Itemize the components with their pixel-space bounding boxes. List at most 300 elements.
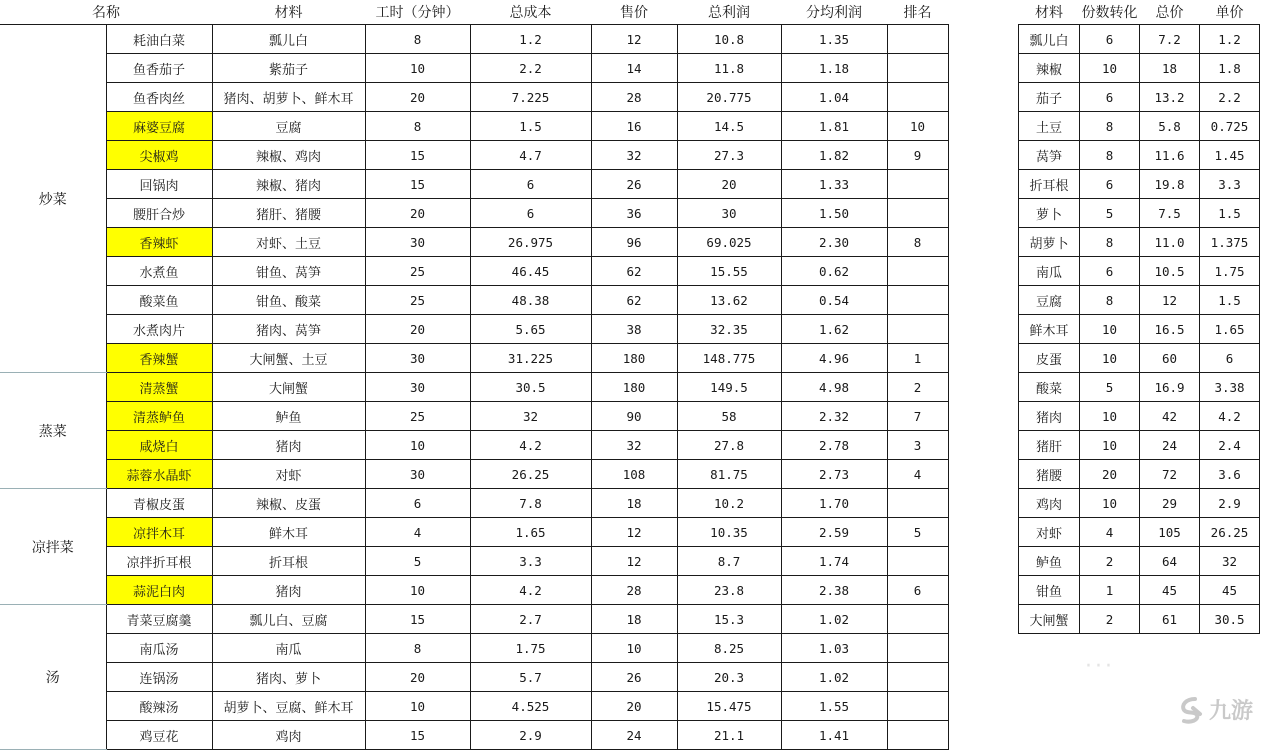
dish-profit: 15.3: [677, 605, 781, 634]
dish-name: 回锅肉: [106, 170, 212, 199]
side-total: 19.8: [1140, 170, 1200, 199]
side-material: 辣椒: [1019, 54, 1080, 83]
dish-material: 鲈鱼: [212, 402, 365, 431]
dish-rank: 2: [887, 373, 948, 402]
dish-price: 62: [591, 257, 677, 286]
side-material: 钳鱼: [1019, 576, 1080, 605]
table-row: [1019, 605, 1260, 634]
dish-cost: 30.5: [470, 373, 591, 402]
dish-cost: 2.2: [470, 54, 591, 83]
dish-time: 20: [365, 663, 470, 692]
dish-rank: [887, 257, 948, 286]
side-total: 24: [1140, 431, 1200, 460]
dish-price: 28: [591, 83, 677, 112]
table-row: [0, 344, 948, 373]
dish-material: 大闸蟹: [212, 373, 365, 402]
side-unit: 1.75: [1200, 257, 1260, 286]
dish-name: 尖椒鸡: [106, 141, 212, 170]
dish-material: 豆腐: [212, 112, 365, 141]
dish-name: 麻婆豆腐: [106, 112, 212, 141]
dish-cost: 7.225: [470, 83, 591, 112]
side-total: 72: [1140, 460, 1200, 489]
side-total: 61: [1140, 605, 1200, 634]
dish-profit: 27.3: [677, 141, 781, 170]
table-row: [1019, 170, 1260, 199]
side-unit: 1.8: [1200, 54, 1260, 83]
side-unit: 1.45: [1200, 141, 1260, 170]
dish-name: 清蒸蟹: [106, 373, 212, 402]
dish-avg-profit: 1.35: [781, 25, 887, 54]
dish-cost: 2.7: [470, 605, 591, 634]
dish-profit: 58: [677, 402, 781, 431]
dish-time: 10: [365, 54, 470, 83]
dish-name: 水煮鱼: [106, 257, 212, 286]
side-portions: 10: [1080, 402, 1140, 431]
dish-price: 90: [591, 402, 677, 431]
dish-profit: 148.775: [677, 344, 781, 373]
table-row: [0, 402, 948, 431]
dish-cost: 4.2: [470, 576, 591, 605]
dish-material: 辣椒、鸡肉: [212, 141, 365, 170]
dish-time: 25: [365, 402, 470, 431]
dish-avg-profit: 1.50: [781, 199, 887, 228]
dish-avg-profit: 1.55: [781, 692, 887, 721]
side-unit: 3.3: [1200, 170, 1260, 199]
dish-price: 14: [591, 54, 677, 83]
dish-rank: [887, 315, 948, 344]
side-unit: 32: [1200, 547, 1260, 576]
table-row: [0, 257, 948, 286]
side-material: 酸菜: [1019, 373, 1080, 402]
side-header-total: 总价: [1140, 0, 1200, 25]
dish-profit: 14.5: [677, 112, 781, 141]
side-unit: 3.6: [1200, 460, 1260, 489]
dish-time: 8: [365, 634, 470, 663]
side-unit: 1.375: [1200, 228, 1260, 257]
dish-cost: 2.9: [470, 721, 591, 750]
dish-name: 凉拌木耳: [106, 518, 212, 547]
dish-rank: [887, 25, 948, 54]
dish-price: 18: [591, 489, 677, 518]
dish-price: 12: [591, 518, 677, 547]
side-material: 鸡肉: [1019, 489, 1080, 518]
dish-rank: [887, 54, 948, 83]
dish-time: 15: [365, 605, 470, 634]
dish-name: 鱼香茄子: [106, 54, 212, 83]
side-total: 11.6: [1140, 141, 1200, 170]
side-unit: 2.9: [1200, 489, 1260, 518]
dish-rank: 1: [887, 344, 948, 373]
dish-rank: 9: [887, 141, 948, 170]
side-material: 胡萝卜: [1019, 228, 1080, 257]
dish-name: 鱼香肉丝: [106, 83, 212, 112]
table-row: [0, 547, 948, 576]
dish-cost: 1.2: [470, 25, 591, 54]
dish-profit: 81.75: [677, 460, 781, 489]
dish-name: 耗油白菜: [106, 25, 212, 54]
side-material: 皮蛋: [1019, 344, 1080, 373]
table-row: [1019, 344, 1260, 373]
side-portions: 2: [1080, 605, 1140, 634]
side-unit: 1.2: [1200, 25, 1260, 54]
dish-avg-profit: 1.02: [781, 663, 887, 692]
table-row: [0, 518, 948, 547]
side-total: 45: [1140, 576, 1200, 605]
dish-price: 32: [591, 141, 677, 170]
side-material: 猪肉: [1019, 402, 1080, 431]
dish-price: 38: [591, 315, 677, 344]
dish-material: 南瓜: [212, 634, 365, 663]
dish-name: 连锅汤: [106, 663, 212, 692]
dish-time: 8: [365, 25, 470, 54]
table-row: [1019, 25, 1260, 54]
category-cell: 汤: [0, 605, 106, 750]
side-unit: 1.5: [1200, 199, 1260, 228]
table-row: [0, 228, 948, 257]
dish-avg-profit: 0.62: [781, 257, 887, 286]
side-header-unit: 单价: [1200, 0, 1260, 25]
dish-rows: [0, 25, 948, 750]
side-total: 42: [1140, 402, 1200, 431]
dish-price: 96: [591, 228, 677, 257]
table-row: [0, 431, 948, 460]
side-total: 105: [1140, 518, 1200, 547]
side-header-material: 材料: [1019, 0, 1080, 25]
dish-cost: 48.38: [470, 286, 591, 315]
dish-material: 钳鱼、酸菜: [212, 286, 365, 315]
table-row: [0, 170, 948, 199]
side-portions: 2: [1080, 547, 1140, 576]
dish-name: 青椒皮蛋: [106, 489, 212, 518]
dish-time: 30: [365, 228, 470, 257]
header-profit: 总利润: [677, 0, 781, 25]
dish-cost: 6: [470, 199, 591, 228]
dish-price: 18: [591, 605, 677, 634]
header-price: 售价: [591, 0, 677, 25]
dish-name: 凉拌折耳根: [106, 547, 212, 576]
dish-avg-profit: 2.30: [781, 228, 887, 257]
side-material: 鲈鱼: [1019, 547, 1080, 576]
side-material: 南瓜: [1019, 257, 1080, 286]
table-row: [0, 315, 948, 344]
side-material: 瓢儿白: [1019, 25, 1080, 54]
table-row: [0, 141, 948, 170]
dish-price: 32: [591, 431, 677, 460]
dish-rank: [887, 663, 948, 692]
side-portions: 8: [1080, 141, 1140, 170]
side-unit: 4.2: [1200, 402, 1260, 431]
side-unit: 0.725: [1200, 112, 1260, 141]
dish-cost: 26.25: [470, 460, 591, 489]
side-material: 折耳根: [1019, 170, 1080, 199]
dish-name: 咸烧白: [106, 431, 212, 460]
header-cost: 总成本: [470, 0, 591, 25]
side-portions: 10: [1080, 344, 1140, 373]
dish-rank: [887, 83, 948, 112]
dish-price: 28: [591, 576, 677, 605]
dish-avg-profit: 2.73: [781, 460, 887, 489]
dish-cost: 1.5: [470, 112, 591, 141]
side-total: 7.5: [1140, 199, 1200, 228]
dish-cost: 31.225: [470, 344, 591, 373]
dish-profit: 10.2: [677, 489, 781, 518]
side-material: 大闸蟹: [1019, 605, 1080, 634]
dish-material: 胡萝卜、豆腐、鲜木耳: [212, 692, 365, 721]
dish-name: 蒜蓉水晶虾: [106, 460, 212, 489]
table-row: [1019, 54, 1260, 83]
table-row: [1019, 518, 1260, 547]
dish-material: 猪肉: [212, 576, 365, 605]
side-header-portions: 份数转化: [1080, 0, 1140, 25]
dish-name: 香辣虾: [106, 228, 212, 257]
table-row: [0, 692, 948, 721]
dish-time: 30: [365, 460, 470, 489]
dish-material: 对虾: [212, 460, 365, 489]
dish-avg-profit: 0.54: [781, 286, 887, 315]
side-total: 13.2: [1140, 83, 1200, 112]
dish-profit: 27.8: [677, 431, 781, 460]
dish-price: 36: [591, 199, 677, 228]
dish-price: 180: [591, 373, 677, 402]
table-row: [1019, 141, 1260, 170]
table-row: [1019, 257, 1260, 286]
dish-price: 180: [591, 344, 677, 373]
header-avg-profit: 分均利润: [781, 0, 887, 25]
side-material: 对虾: [1019, 518, 1080, 547]
dish-rank: [887, 721, 948, 750]
table-row: [1019, 83, 1260, 112]
side-portions: 5: [1080, 199, 1140, 228]
side-portions: 5: [1080, 373, 1140, 402]
dish-material: 瓢儿白: [212, 25, 365, 54]
table-row: [1019, 199, 1260, 228]
dish-time: 30: [365, 344, 470, 373]
dish-material: 折耳根: [212, 547, 365, 576]
side-material: 豆腐: [1019, 286, 1080, 315]
side-material: 莴笋: [1019, 141, 1080, 170]
side-unit: 26.25: [1200, 518, 1260, 547]
dish-time: 4: [365, 518, 470, 547]
dish-profit: 8.7: [677, 547, 781, 576]
side-total: 5.8: [1140, 112, 1200, 141]
faint-watermark-icon: ···: [1085, 654, 1115, 679]
table-row: [1019, 286, 1260, 315]
side-portions: 8: [1080, 112, 1140, 141]
dish-material: 钳鱼、莴笋: [212, 257, 365, 286]
side-portions: 10: [1080, 54, 1140, 83]
table-row: [1019, 315, 1260, 344]
table-row: [1019, 402, 1260, 431]
dish-profit: 32.35: [677, 315, 781, 344]
dish-profit: 149.5: [677, 373, 781, 402]
header-name: 名称: [0, 0, 212, 25]
dish-avg-profit: 1.02: [781, 605, 887, 634]
table-row: [1019, 373, 1260, 402]
table-row: [0, 25, 948, 54]
dish-profit: 13.62: [677, 286, 781, 315]
dish-profit: 20.3: [677, 663, 781, 692]
dish-profit: 11.8: [677, 54, 781, 83]
table-row: [0, 605, 948, 634]
dish-avg-profit: 2.32: [781, 402, 887, 431]
dish-avg-profit: 4.96: [781, 344, 887, 373]
dish-avg-profit: 2.59: [781, 518, 887, 547]
table-row: [1019, 431, 1260, 460]
dish-name: 香辣蟹: [106, 344, 212, 373]
dish-price: 26: [591, 170, 677, 199]
dish-profit: 21.1: [677, 721, 781, 750]
side-unit: 1.65: [1200, 315, 1260, 344]
dish-material: 猪肉、莴笋: [212, 315, 365, 344]
side-portions: 6: [1080, 170, 1140, 199]
dish-rank: [887, 634, 948, 663]
table-row: [1019, 228, 1260, 257]
dish-avg-profit: 1.70: [781, 489, 887, 518]
dish-rank: [887, 605, 948, 634]
table-row: [0, 663, 948, 692]
table-row: [0, 199, 948, 228]
table-row: [0, 373, 948, 402]
side-total: 16.5: [1140, 315, 1200, 344]
dish-cost: 4.7: [470, 141, 591, 170]
table-row: [0, 54, 948, 83]
dish-cost: 4.525: [470, 692, 591, 721]
dish-time: 15: [365, 721, 470, 750]
side-portions: 20: [1080, 460, 1140, 489]
header-rank: 排名: [887, 0, 948, 25]
table-row: [1019, 112, 1260, 141]
dish-name: 腰肝合炒: [106, 199, 212, 228]
dish-time: 20: [365, 199, 470, 228]
dish-avg-profit: 1.82: [781, 141, 887, 170]
dish-material: 猪肉、萝卜: [212, 663, 365, 692]
side-unit: 45: [1200, 576, 1260, 605]
material-rows: [1019, 25, 1260, 634]
header-material: 材料: [212, 0, 365, 25]
side-portions: 10: [1080, 489, 1140, 518]
dish-avg-profit: 2.78: [781, 431, 887, 460]
dish-avg-profit: 1.33: [781, 170, 887, 199]
side-unit: 2.4: [1200, 431, 1260, 460]
dish-price: 24: [591, 721, 677, 750]
side-total: 18: [1140, 54, 1200, 83]
dish-name: 南瓜汤: [106, 634, 212, 663]
dish-rank: 10: [887, 112, 948, 141]
category-cell: 凉拌菜: [0, 489, 106, 605]
dish-time: 10: [365, 431, 470, 460]
dish-profit: 30: [677, 199, 781, 228]
side-unit: 1.5: [1200, 286, 1260, 315]
dish-material: 猪肝、猪腰: [212, 199, 365, 228]
dish-time: 25: [365, 257, 470, 286]
dish-rank: [887, 286, 948, 315]
side-portions: 6: [1080, 25, 1140, 54]
side-portions: 6: [1080, 257, 1140, 286]
dish-avg-profit: 1.03: [781, 634, 887, 663]
side-portions: 10: [1080, 431, 1140, 460]
side-material: 萝卜: [1019, 199, 1080, 228]
dish-time: 30: [365, 373, 470, 402]
dish-rank: [887, 199, 948, 228]
watermark: [1175, 694, 1253, 725]
dish-rank: 5: [887, 518, 948, 547]
jiuyou-logo-icon: [1175, 695, 1205, 725]
dish-material: 辣椒、皮蛋: [212, 489, 365, 518]
dish-cost: 3.3: [470, 547, 591, 576]
dish-rank: [887, 489, 948, 518]
side-portions: 8: [1080, 286, 1140, 315]
dish-time: 20: [365, 315, 470, 344]
dish-profit: 20.775: [677, 83, 781, 112]
dish-name: 酸辣汤: [106, 692, 212, 721]
table-row: [0, 286, 948, 315]
dish-cost: 4.2: [470, 431, 591, 460]
dish-avg-profit: 1.41: [781, 721, 887, 750]
side-total: 16.9: [1140, 373, 1200, 402]
dish-rank: 4: [887, 460, 948, 489]
dish-rank: 6: [887, 576, 948, 605]
dish-name: 鸡豆花: [106, 721, 212, 750]
dish-time: 6: [365, 489, 470, 518]
side-total: 10.5: [1140, 257, 1200, 286]
dish-material: 紫茄子: [212, 54, 365, 83]
side-total: 12: [1140, 286, 1200, 315]
dish-price: 108: [591, 460, 677, 489]
dish-price: 16: [591, 112, 677, 141]
dish-material: 瓢儿白、豆腐: [212, 605, 365, 634]
dish-price: 12: [591, 547, 677, 576]
side-material: 猪腰: [1019, 460, 1080, 489]
watermark-text: 九游: [1208, 699, 1253, 724]
dish-cost: 5.65: [470, 315, 591, 344]
dish-avg-profit: 4.98: [781, 373, 887, 402]
dish-cost: 26.975: [470, 228, 591, 257]
dish-name: 蒜泥白肉: [106, 576, 212, 605]
table-row: [0, 489, 948, 518]
dish-rank: 3: [887, 431, 948, 460]
side-material: 鲜木耳: [1019, 315, 1080, 344]
table-row: [1019, 489, 1260, 518]
dish-name: 清蒸鲈鱼: [106, 402, 212, 431]
side-portions: 6: [1080, 83, 1140, 112]
dish-profit: 10.8: [677, 25, 781, 54]
side-total: 64: [1140, 547, 1200, 576]
side-total: 7.2: [1140, 25, 1200, 54]
dish-material: 大闸蟹、土豆: [212, 344, 365, 373]
dish-avg-profit: 1.04: [781, 83, 887, 112]
side-material: 茄子: [1019, 83, 1080, 112]
side-material: 土豆: [1019, 112, 1080, 141]
category-cell: 炒菜: [0, 25, 106, 373]
side-total: 60: [1140, 344, 1200, 373]
dish-price: 62: [591, 286, 677, 315]
header-time: 工时（分钟）: [365, 0, 470, 25]
side-unit: 2.2: [1200, 83, 1260, 112]
dish-cost: 32: [470, 402, 591, 431]
dish-material: 辣椒、猪肉: [212, 170, 365, 199]
dish-material: 猪肉、胡萝卜、鲜木耳: [212, 83, 365, 112]
dish-avg-profit: 1.62: [781, 315, 887, 344]
dish-material: 鲜木耳: [212, 518, 365, 547]
dish-cost: 7.8: [470, 489, 591, 518]
dish-rank: 7: [887, 402, 948, 431]
side-portions: 1: [1080, 576, 1140, 605]
dish-price: 12: [591, 25, 677, 54]
dish-avg-profit: 1.18: [781, 54, 887, 83]
table-row: [1019, 547, 1260, 576]
dish-profit: 23.8: [677, 576, 781, 605]
table-row: [0, 83, 948, 112]
